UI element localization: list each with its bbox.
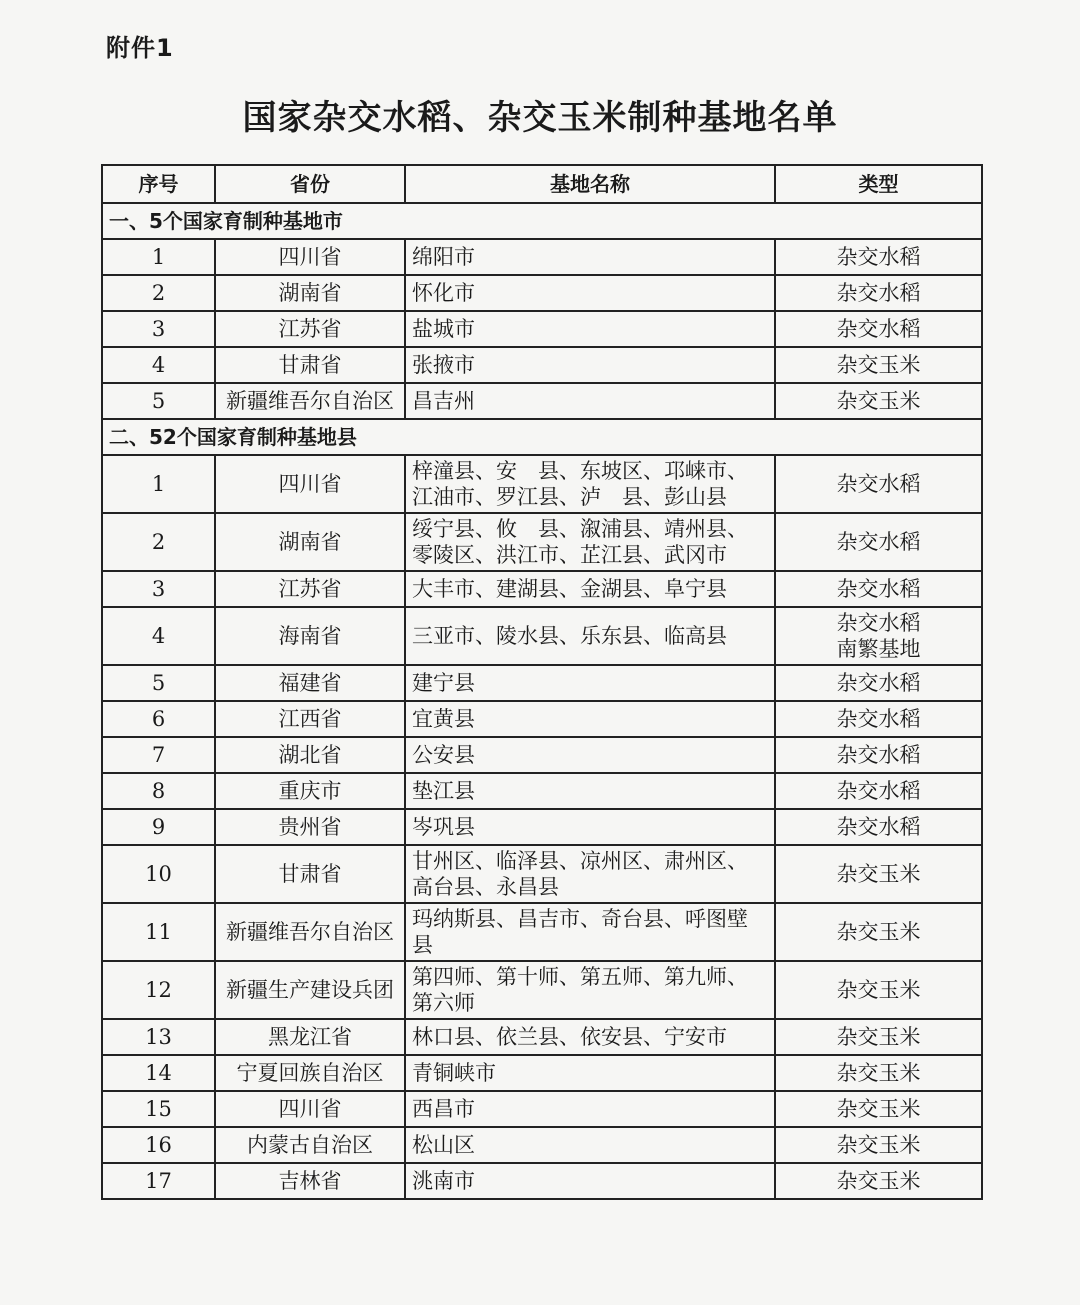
row-type-line: 杂交水稻 bbox=[836, 611, 921, 635]
row-province: 新疆维吾尔自治区 bbox=[215, 383, 405, 419]
row-province: 新疆生产建设兵团 bbox=[215, 961, 405, 1019]
table-row bbox=[102, 961, 982, 1019]
row-type-line: 杂交玉米 bbox=[836, 862, 921, 886]
section-heading: 一、5个国家育制种基地市 bbox=[102, 203, 982, 239]
table-row bbox=[102, 737, 982, 773]
row-type-line: 杂交玉米 bbox=[836, 1169, 921, 1193]
row-type bbox=[775, 845, 982, 903]
row-province: 江苏省 bbox=[215, 311, 405, 347]
row-base-name: 林口县、依兰县、依安县、宁安市 bbox=[405, 1019, 775, 1055]
row-province: 吉林省 bbox=[215, 1163, 405, 1199]
row-type bbox=[775, 809, 982, 845]
row-type-line: 杂交水稻 bbox=[836, 779, 921, 803]
row-type bbox=[775, 773, 982, 809]
row-number: 3 bbox=[102, 571, 215, 607]
row-province: 江西省 bbox=[215, 701, 405, 737]
row-type-line: 杂交水稻 bbox=[836, 245, 921, 269]
row-type bbox=[775, 1055, 982, 1091]
row-type-line: 杂交玉米 bbox=[836, 1025, 921, 1049]
row-type-line: 杂交水稻 bbox=[836, 317, 921, 341]
row-type bbox=[775, 455, 982, 513]
row-type-line: 杂交水稻 bbox=[836, 671, 921, 695]
row-number: 6 bbox=[102, 701, 215, 737]
row-type bbox=[775, 513, 982, 571]
row-base-name: 松山区 bbox=[405, 1127, 775, 1163]
row-province: 重庆市 bbox=[215, 773, 405, 809]
table-row bbox=[102, 455, 982, 513]
row-number: 5 bbox=[102, 665, 215, 701]
row-base-name: 三亚市、陵水县、乐东县、临高县 bbox=[405, 607, 775, 665]
table-row bbox=[102, 845, 982, 903]
row-number: 12 bbox=[102, 961, 215, 1019]
section-heading-row bbox=[102, 419, 982, 455]
row-type-line: 杂交玉米 bbox=[836, 1133, 921, 1157]
row-province: 海南省 bbox=[215, 607, 405, 665]
table-row bbox=[102, 311, 982, 347]
row-base-name: 第四师、第十师、第五师、第九师、第六师 bbox=[405, 961, 775, 1019]
column-header-base-name: 基地名称 bbox=[405, 165, 775, 203]
row-type-line: 杂交玉米 bbox=[836, 978, 921, 1002]
row-type bbox=[775, 1091, 982, 1127]
row-number: 4 bbox=[102, 347, 215, 383]
row-province: 四川省 bbox=[215, 1091, 405, 1127]
row-base-name: 建宁县 bbox=[405, 665, 775, 701]
table-row bbox=[102, 513, 982, 571]
row-province: 内蒙古自治区 bbox=[215, 1127, 405, 1163]
row-province: 四川省 bbox=[215, 239, 405, 275]
row-number: 17 bbox=[102, 1163, 215, 1199]
row-type bbox=[775, 737, 982, 773]
row-type-line: 杂交玉米 bbox=[836, 920, 921, 944]
row-type-line: 杂交水稻 bbox=[836, 472, 921, 496]
table-row bbox=[102, 903, 982, 961]
row-type-line: 杂交玉米 bbox=[836, 1061, 921, 1085]
attachment-label: 附件1 bbox=[106, 34, 174, 62]
row-type-line: 杂交水稻 bbox=[836, 577, 921, 601]
table-row bbox=[102, 665, 982, 701]
row-type bbox=[775, 347, 982, 383]
table-header-row bbox=[102, 165, 982, 203]
row-number: 1 bbox=[102, 239, 215, 275]
row-base-name: 梓潼县、安 县、东坡区、邛崃市、江油市、罗江县、泸 县、彭山县 bbox=[405, 455, 775, 513]
row-type-line: 杂交水稻 bbox=[836, 530, 921, 554]
row-type bbox=[775, 1127, 982, 1163]
row-type-line: 杂交水稻 bbox=[836, 281, 921, 305]
row-type bbox=[775, 607, 982, 665]
table-row bbox=[102, 1091, 982, 1127]
row-type-line: 南繁基地 bbox=[836, 637, 921, 661]
row-type bbox=[775, 665, 982, 701]
row-province: 贵州省 bbox=[215, 809, 405, 845]
table-row bbox=[102, 239, 982, 275]
table-row bbox=[102, 773, 982, 809]
row-province: 甘肃省 bbox=[215, 845, 405, 903]
row-number: 8 bbox=[102, 773, 215, 809]
row-type-line: 杂交玉米 bbox=[836, 389, 921, 413]
row-type bbox=[775, 1163, 982, 1199]
row-province: 江苏省 bbox=[215, 571, 405, 607]
row-number: 14 bbox=[102, 1055, 215, 1091]
table-row bbox=[102, 607, 982, 665]
row-number: 11 bbox=[102, 903, 215, 961]
row-base-name: 大丰市、建湖县、金湖县、阜宁县 bbox=[405, 571, 775, 607]
row-number: 16 bbox=[102, 1127, 215, 1163]
row-base-name: 洮南市 bbox=[405, 1163, 775, 1199]
row-type bbox=[775, 961, 982, 1019]
row-base-name: 张掖市 bbox=[405, 347, 775, 383]
row-type-line: 杂交水稻 bbox=[836, 743, 921, 767]
row-number: 2 bbox=[102, 513, 215, 571]
row-number: 5 bbox=[102, 383, 215, 419]
row-number: 15 bbox=[102, 1091, 215, 1127]
row-type bbox=[775, 239, 982, 275]
table-row bbox=[102, 383, 982, 419]
table-row bbox=[102, 347, 982, 383]
row-base-name: 甘州区、临泽县、凉州区、肃州区、高台县、永昌县 bbox=[405, 845, 775, 903]
table-row bbox=[102, 809, 982, 845]
row-province: 四川省 bbox=[215, 455, 405, 513]
row-base-name: 昌吉州 bbox=[405, 383, 775, 419]
row-province: 黑龙江省 bbox=[215, 1019, 405, 1055]
row-province: 福建省 bbox=[215, 665, 405, 701]
row-number: 3 bbox=[102, 311, 215, 347]
row-number: 10 bbox=[102, 845, 215, 903]
row-type bbox=[775, 311, 982, 347]
document-title: 国家杂交水稻、杂交玉米制种基地名单 bbox=[242, 98, 838, 138]
column-header-no: 序号 bbox=[102, 165, 215, 203]
row-base-name: 西昌市 bbox=[405, 1091, 775, 1127]
row-type bbox=[775, 275, 982, 311]
row-type bbox=[775, 383, 982, 419]
table-row bbox=[102, 701, 982, 737]
row-base-name: 公安县 bbox=[405, 737, 775, 773]
row-base-name: 垫江县 bbox=[405, 773, 775, 809]
row-type-line: 杂交水稻 bbox=[836, 707, 921, 731]
row-type-line: 杂交玉米 bbox=[836, 353, 921, 377]
row-base-name: 宜黄县 bbox=[405, 701, 775, 737]
row-base-name: 玛纳斯县、昌吉市、奇台县、呼图壁县 bbox=[405, 903, 775, 961]
section-heading: 二、52个国家育制种基地县 bbox=[102, 419, 982, 455]
table-row bbox=[102, 275, 982, 311]
row-number: 9 bbox=[102, 809, 215, 845]
row-base-name: 绥宁县、攸 县、溆浦县、靖州县、零陵区、洪江市、芷江县、武冈市 bbox=[405, 513, 775, 571]
row-province: 新疆维吾尔自治区 bbox=[215, 903, 405, 961]
row-number: 2 bbox=[102, 275, 215, 311]
row-base-name: 青铜峡市 bbox=[405, 1055, 775, 1091]
row-province: 甘肃省 bbox=[215, 347, 405, 383]
row-number: 13 bbox=[102, 1019, 215, 1055]
row-province: 湖南省 bbox=[215, 275, 405, 311]
row-type bbox=[775, 571, 982, 607]
table-row bbox=[102, 1019, 982, 1055]
row-base-name: 绵阳市 bbox=[405, 239, 775, 275]
row-base-name: 岑巩县 bbox=[405, 809, 775, 845]
row-number: 4 bbox=[102, 607, 215, 665]
row-type bbox=[775, 903, 982, 961]
table-body bbox=[102, 203, 982, 1199]
row-province: 湖南省 bbox=[215, 513, 405, 571]
column-header-province: 省份 bbox=[215, 165, 405, 203]
base-list-table bbox=[101, 164, 983, 1200]
row-province: 湖北省 bbox=[215, 737, 405, 773]
row-base-name: 盐城市 bbox=[405, 311, 775, 347]
section-heading-row bbox=[102, 203, 982, 239]
row-province: 宁夏回族自治区 bbox=[215, 1055, 405, 1091]
row-type bbox=[775, 701, 982, 737]
column-header-type: 类型 bbox=[775, 165, 982, 203]
row-type bbox=[775, 1019, 982, 1055]
row-type-line: 杂交水稻 bbox=[836, 815, 921, 839]
table-row bbox=[102, 1055, 982, 1091]
row-number: 1 bbox=[102, 455, 215, 513]
row-base-name: 怀化市 bbox=[405, 275, 775, 311]
table-row bbox=[102, 1127, 982, 1163]
table-row bbox=[102, 571, 982, 607]
row-number: 7 bbox=[102, 737, 215, 773]
table-row bbox=[102, 1163, 982, 1199]
row-type-line: 杂交玉米 bbox=[836, 1097, 921, 1121]
